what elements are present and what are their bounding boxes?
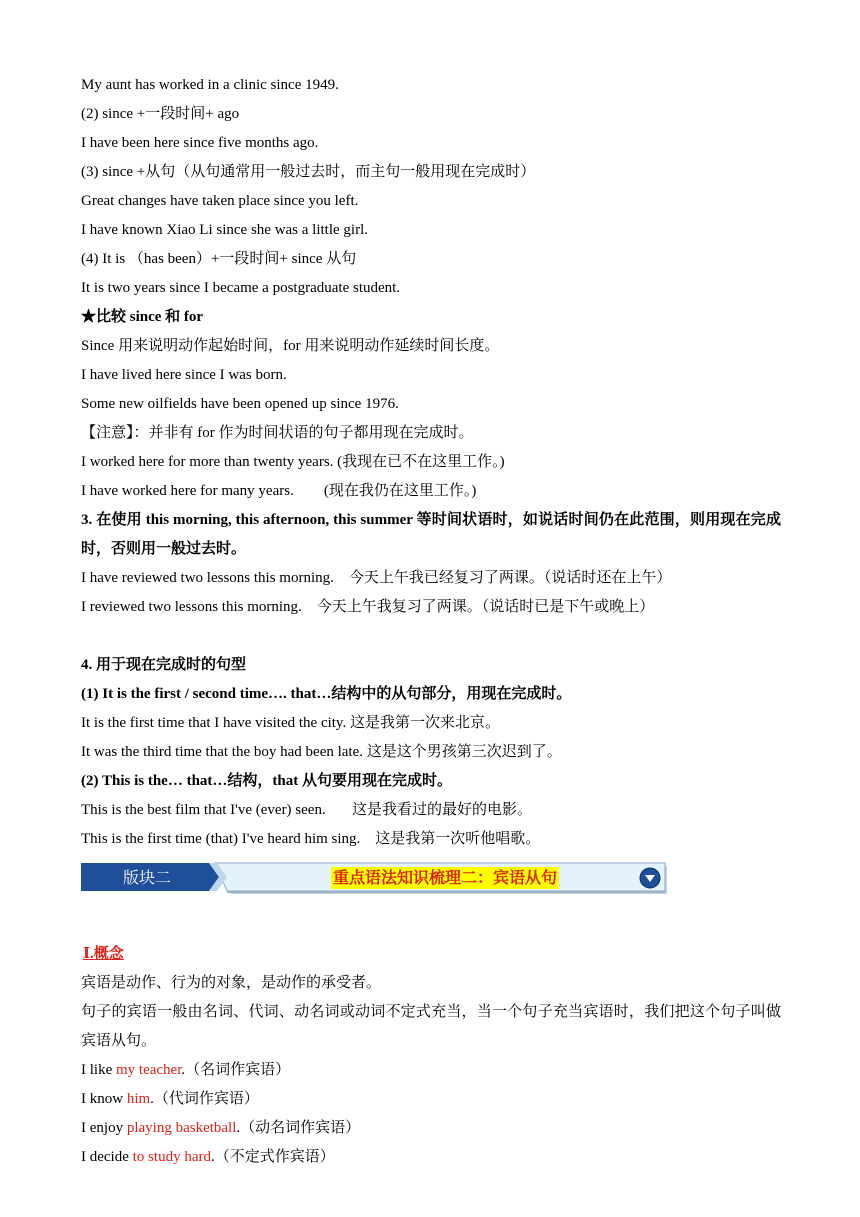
concept-section [81, 940, 781, 1172]
text-line: (3) since +从句（从句通常用一般过去时，而主句一般用现在完成时） [81, 164, 536, 180]
note-line: 【注意】：并非有 for 作为时间状语的句子都用现在完成时。 [81, 425, 474, 441]
example-line [81, 1056, 781, 1085]
banner-title: 重点语法知识梳理二：宾语从句 [333, 868, 558, 887]
text-line: (4) It is （has been）+一段时间+ since 从句 [81, 251, 357, 267]
example-prefix: I know [81, 1091, 127, 1107]
object-phrase: playing basketball [126, 1120, 237, 1136]
text-line: This is the best film that I've (ever) seen. 这是我看过的最好的电影。 [81, 802, 532, 818]
text-line: I have been here since five months ago. [81, 135, 319, 151]
spacer [81, 622, 781, 651]
text-line: I worked here for more than twenty years. (我现在已不在这里工作。) [81, 454, 505, 470]
text-line: Some new oilfields have been opened up since 1976. [81, 396, 399, 412]
text-line: I have reviewed two lessons this morning. 今天上午我已经复习了两课。（说话时还在上午） [81, 570, 672, 586]
definition-paragraph: 句子的宾语一般由名词、代词、动名词或动词不定式充当，当一个句子充当宾语时，我们把这个句子叫做宾语从句。 [81, 1004, 781, 1049]
section-banner [81, 862, 669, 902]
text-line: My aunt has worked in a clinic since 1949. [81, 77, 339, 93]
example-note: .（动名词作宾语） [236, 1120, 361, 1136]
text-line: I have known Xiao Li since she was a little girl. [81, 222, 369, 238]
since-usage-section [81, 71, 781, 506]
text-line: This is the first time (that) I've heard him sing. 这是我第一次听他唱歌。 [81, 831, 541, 847]
object-phrase: him [126, 1091, 151, 1107]
text-line: It is the first time that I have visited the city. 这是我第一次来北京。 [81, 715, 500, 731]
example-prefix: I decide [81, 1149, 133, 1165]
document-page [81, 71, 781, 1172]
text-line: It was the third time that the boy had been late. 这是这个男孩第三次迟到了。 [81, 744, 562, 760]
example-note: .（名词作宾语） [181, 1062, 291, 1078]
definition-line: 宾语是动作、行为的对象，是动作的承受者。 [81, 975, 382, 991]
example-prefix: I enjoy [81, 1120, 127, 1136]
text-line: It is two years since I became a postgraduate student. [81, 280, 401, 296]
text-line: Since 用来说明动作起始时间，for 用来说明动作延续时间长度。 [81, 338, 500, 354]
sub-heading: (2) This is the… that…结构，that 从句要用现在完成时。 [81, 773, 452, 789]
example-note: .（代词作宾语） [150, 1091, 259, 1107]
point-4-section [81, 651, 781, 854]
example-prefix: I like [81, 1062, 116, 1078]
object-phrase: my teacher [116, 1062, 182, 1078]
spacer [81, 902, 781, 940]
example-line [81, 1085, 781, 1114]
text-line: I have worked here for many years. (现在我仍在这里工作。) [81, 483, 477, 499]
text-line: I have lived here since I was born. [81, 367, 287, 383]
compare-heading: ★比较 since 和 for [81, 309, 204, 325]
sub-heading: (1) It is the first / second time…. that…结构中的从句部分，用现在完成时。 [81, 686, 572, 702]
point-4-heading: 4. 用于现在完成时的句型 [81, 657, 247, 673]
point-3-heading: 3. 在使用 this morning, this afternoon, this summer 等时间状语时，如说话时间仍在此范围，则用现在完成时，否则用一般过去时。 [81, 512, 781, 557]
example-note: .（不定式作宾语） [210, 1149, 335, 1165]
text-line: Great changes have taken place since you left. [81, 193, 359, 209]
object-phrase: to study hard [132, 1149, 211, 1165]
example-line [81, 1114, 781, 1143]
text-line: I reviewed two lessons this morning. 今天上午我复习了两课。（说话时已是下午或晚上） [81, 599, 655, 615]
concept-heading: Ⅰ.概念 [83, 946, 124, 962]
section-label: 版块二 [122, 868, 171, 887]
example-line [81, 1143, 781, 1172]
chevron-down-circle-icon[interactable] [639, 867, 661, 889]
text-line: (2) since +一段时间+ ago [81, 106, 240, 122]
